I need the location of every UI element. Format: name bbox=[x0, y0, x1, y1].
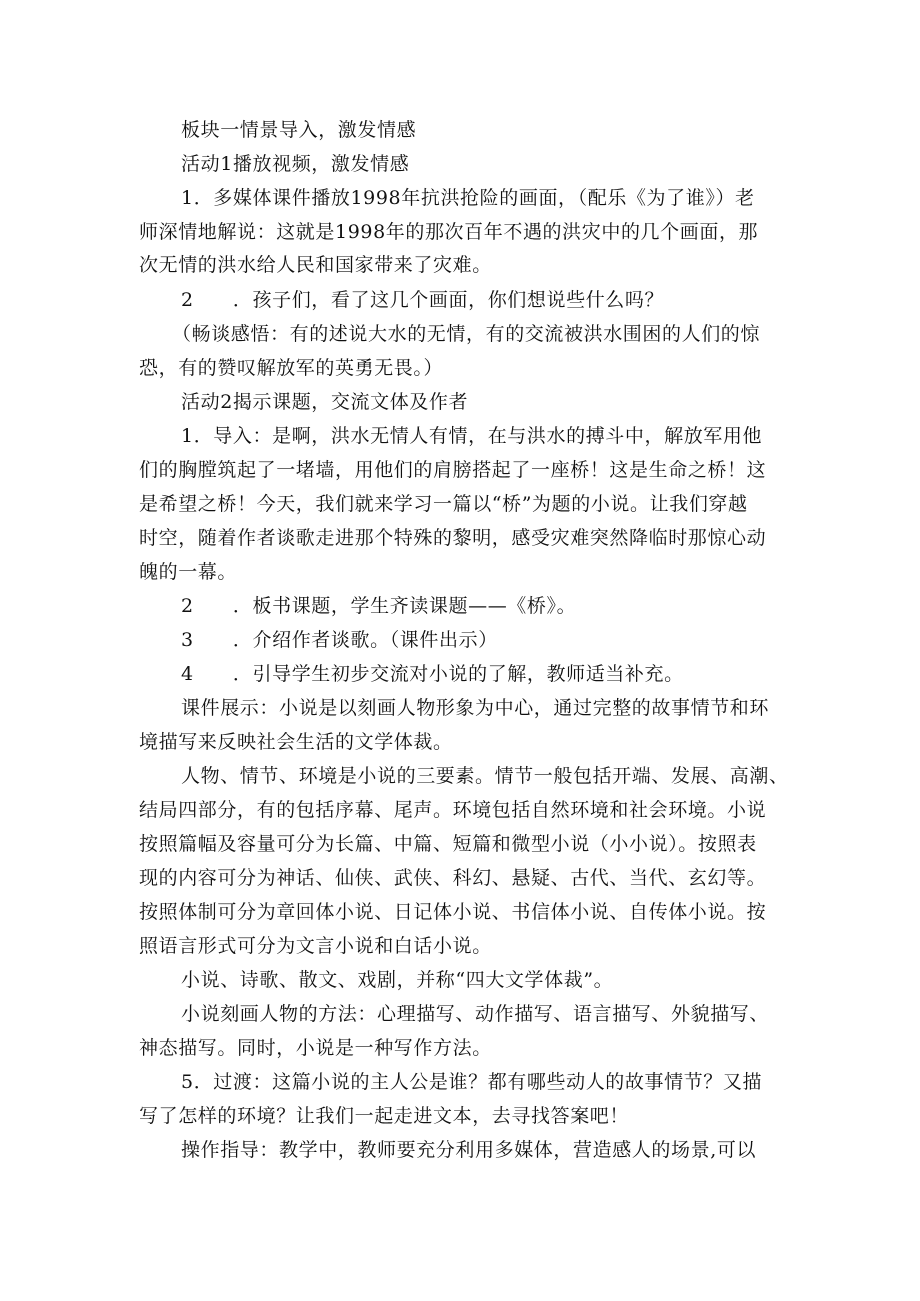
paragraph-line: 们的胸膛筑起了一堵墙，用他们的肩膀搭起了一座桥！这是生命之桥！这 bbox=[139, 459, 767, 481]
paragraph-line: 恐，有的赞叹解放军的英勇无畏。） bbox=[139, 357, 444, 379]
section-heading: 板块一情景导入，激发情感 bbox=[181, 119, 417, 141]
paragraph-line: 3 ．介绍作者谈歌。（课件出示） bbox=[181, 629, 498, 651]
paragraph-line: 按照体制可分为章回体小说、日记体小说、书信体小说、自传体小说。按 bbox=[139, 901, 767, 923]
paragraph-line: 是希望之桥！今天，我们就来学习一篇以“桥”为题的小说。让我们穿越 bbox=[139, 493, 748, 515]
paragraph-line: 1．导入：是啊，洪水无情人有情，在与洪水的搏斗中，解放军用他 bbox=[181, 425, 763, 447]
activity-heading: 活动1播放视频，激发情感 bbox=[181, 153, 410, 175]
paragraph-line: 结局四部分，有的包括序幕、尾声。环境包括自然环境和社会环境。小说 bbox=[139, 799, 767, 821]
paragraph-line: 2 ．板书课题，学生齐读课题——《桥》。 bbox=[181, 595, 577, 617]
paragraph-line: 写了怎样的环境？让我们一起走进文本，去寻找答案吧！ bbox=[139, 1105, 630, 1127]
paragraph-line: 2 ．孩子们，看了这几个画面，你们想说些什么吗？ bbox=[181, 289, 665, 311]
paragraph-line: 现的内容可分为神话、仙侠、武侠、科幻、悬疑、古代、当代、玄幻等。 bbox=[139, 867, 767, 889]
activity-heading: 活动2揭示课题，交流文体及作者 bbox=[181, 391, 469, 413]
paragraph-line: 课件展示：小说是以刻画人物形象为中心，通过完整的故事情节和环 bbox=[181, 697, 770, 719]
paragraph-line: 魄的一幕。 bbox=[139, 561, 238, 583]
paragraph-line: 操作指导：教学中，教师要充分利用多媒体，营造感人的场景,可以 bbox=[181, 1139, 757, 1161]
paragraph-line: 小说刻画人物的方法：心理描写、动作描写、语言描写、外貌描写、 bbox=[181, 1003, 770, 1025]
paragraph-line: 1．多媒体课件播放1998年抗洪抢险的画面，（配乐《为了谁》）老 bbox=[181, 187, 755, 209]
paragraph-line: 次无情的洪水给人民和国家带来了灾难。 bbox=[139, 254, 492, 276]
paragraph-line: 时空，随着作者谈歌走进那个特殊的黎明，感受灾难突然降临时那惊心动 bbox=[139, 527, 767, 549]
paragraph-line: 按照篇幅及容量可分为长篇、中篇、短篇和微型小说（小小说）。按照表 bbox=[139, 833, 757, 855]
paragraph-line: 5．过渡：这篇小说的主人公是谁？都有哪些动人的故事情节？又描 bbox=[181, 1071, 763, 1093]
paragraph-line: 4 ．引导学生初步交流对小说的了解，教师适当补充。 bbox=[181, 663, 684, 685]
paragraph-line: 境描写来反映社会生活的文学体裁。 bbox=[139, 731, 453, 753]
paragraph-line: 照语言形式可分为文言小说和白话小说。 bbox=[139, 935, 492, 957]
paragraph-line: 人物、情节、环境是小说的三要素。情节一般包括开端、发展、高潮、 bbox=[181, 765, 789, 787]
paragraph-line: 小说、诗歌、散文、戏剧，并称“四大文学体裁”。 bbox=[181, 969, 614, 991]
paragraph-line: 神态描写。同时，小说是一种写作方法。 bbox=[139, 1037, 492, 1059]
paragraph-line: （畅谈感悟：有的述说大水的无情，有的交流被洪水围困的人们的惊 bbox=[172, 323, 761, 345]
paragraph-line: 师深情地解说：这就是1998年的那次百年不遇的洪灾中的几个画面，那 bbox=[139, 221, 759, 243]
